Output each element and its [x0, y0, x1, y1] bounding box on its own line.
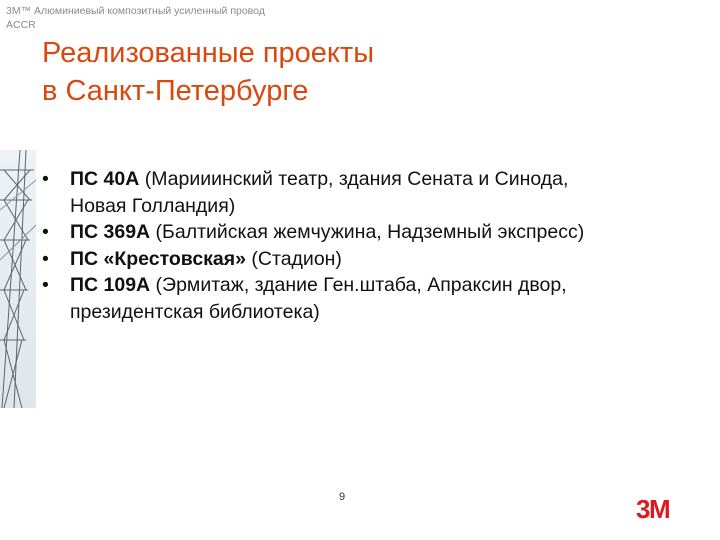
svg-text:3M: 3M	[636, 497, 670, 521]
substation-name: ПС 109А	[70, 274, 151, 296]
substation-objects: (Балтийская жемчужина, Надземный экспресс)	[150, 221, 585, 243]
substation-objects: (Эрмитаж, здание Ген.штаба, Апраксин двор, президентская библиотека)	[70, 274, 567, 323]
header-line-2: ACCR	[6, 19, 36, 31]
list-item	[40, 219, 620, 246]
bullet-icon: •	[42, 168, 49, 190]
slide-title	[42, 34, 374, 110]
bullet-icon: •	[42, 221, 49, 243]
substation-name: ПС «Крестовская»	[70, 247, 246, 270]
3m-logo	[636, 497, 680, 526]
list-item	[40, 166, 620, 219]
document-header	[6, 4, 265, 32]
substation-objects: (Стадион)	[246, 247, 342, 270]
list-item	[40, 246, 620, 273]
substation-objects: (Марииинский театр, здания Сената и Синода, Новая Голландия)	[70, 168, 569, 217]
title-line-2: в Санкт-Петербурге	[42, 75, 309, 107]
substation-name: ПС 40А	[70, 168, 140, 190]
title-line-1: Реализованные проекты	[42, 37, 375, 69]
page-number: 9	[339, 491, 346, 503]
power-tower-photo	[0, 150, 36, 408]
bullet-icon: •	[42, 247, 49, 270]
list-item	[40, 272, 620, 325]
substation-name: ПС 369А	[70, 221, 151, 243]
header-line-1: 3M™ Алюминиевый композитный усиленный провод	[6, 5, 265, 17]
bullet-icon: •	[42, 274, 49, 296]
project-list	[40, 166, 620, 325]
